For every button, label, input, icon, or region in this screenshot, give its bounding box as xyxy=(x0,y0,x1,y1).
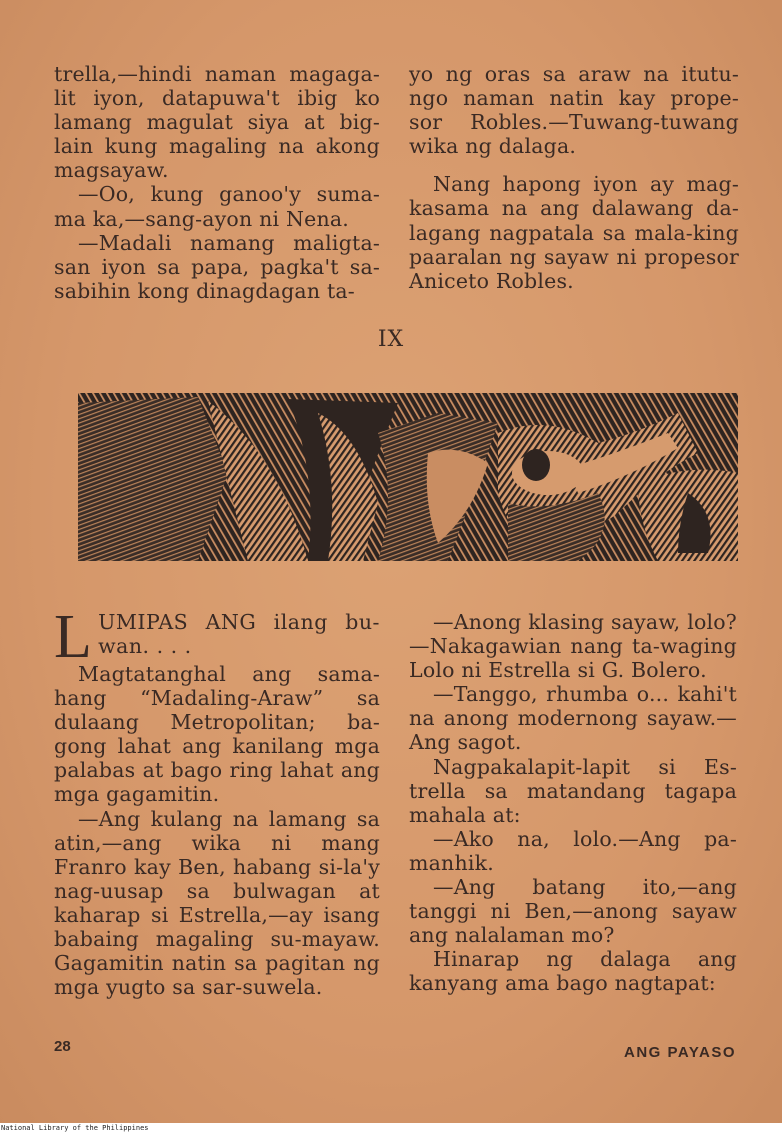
paragraph: —Ako na, lolo.—Ang pa-manhik. xyxy=(409,826,737,875)
paragraph: Hinarap ng dalaga ang kanyang ama bago nagtapat: xyxy=(409,947,737,996)
paragraph: Nang hapong iyon ay mag-kasama na ang dalawang da-lagang nagpatala sa mala-king paaralan ng sayaw ni propesor Aniceto Robles. xyxy=(409,172,739,293)
opening-paragraph xyxy=(54,603,380,671)
bottom-left-column xyxy=(54,603,380,1000)
paragraph: —Oo, kung ganoo'y suma-ma ka,—sang-ayon ni Nena. xyxy=(54,182,380,231)
paragraph: trella,—hindi naman magaga-lit iyon, datapuwa't ibig ko lamang magulat siya at big-lain kung magaling na akong magsayaw. xyxy=(54,62,380,183)
footer-credit: National Library of the Philippines xyxy=(0,1123,782,1133)
paragraph: —Tanggo, rhumba o... kahi't na anong modernong sayaw.—Ang sagot. xyxy=(409,682,737,755)
woodcut-dancer-illustration xyxy=(78,393,738,561)
paragraph: —Anong klasing sayaw, lolo?—Nakagawian nang ta-waging Lolo ni Estrella si G. Bolero. xyxy=(409,610,737,683)
bottom-right-column xyxy=(409,610,737,996)
page-number: 28 xyxy=(54,1038,71,1055)
running-title: ANG PAYASO xyxy=(624,1044,736,1061)
paragraph: —Madali namang maligta-san iyon sa papa, pagka't sa-sabihin kong dinagdagan ta- xyxy=(54,230,380,303)
top-right-column xyxy=(409,62,739,293)
paragraph: yo ng oras sa araw na itutu-ngo naman natin kay prope-sor Robles.—Tuwang-tuwang wika ng dalaga. xyxy=(409,62,739,159)
paragraph: Nagpakalapit-lapit si Es-trella sa matandang tagapa mahala at: xyxy=(409,754,737,827)
top-left-column xyxy=(54,62,380,303)
paragraph: —Ang kulang na lamang sa atin,—ang wika ni mang Franro kay Ben, habang si-la'y nag-uusap sa bulwagan at kaharap si Estrella,—ay isang babaing magaling su-mayaw. Gagamitin natin sa pagitan ng mga yugto sa sar-suwela. xyxy=(54,806,380,1000)
chapter-numeral: IX xyxy=(377,327,405,352)
drop-cap: L xyxy=(54,603,93,671)
paragraph: —Ang batang ito,—ang tanggi ni Ben,—anong sayaw ang nalalaman mo? xyxy=(409,875,737,948)
paragraph: Magtatanghal ang sama-hang “Madaling-Araw” sa dulaang Metropolitan; ba-gong lahat ang kanilang mga palabas at bago ring lahat ang mga gagamitin. xyxy=(54,662,380,807)
opening-text: UMIPAS ANG ilang bu-wan. . . . xyxy=(98,610,380,659)
paragraph-gap xyxy=(409,158,739,172)
